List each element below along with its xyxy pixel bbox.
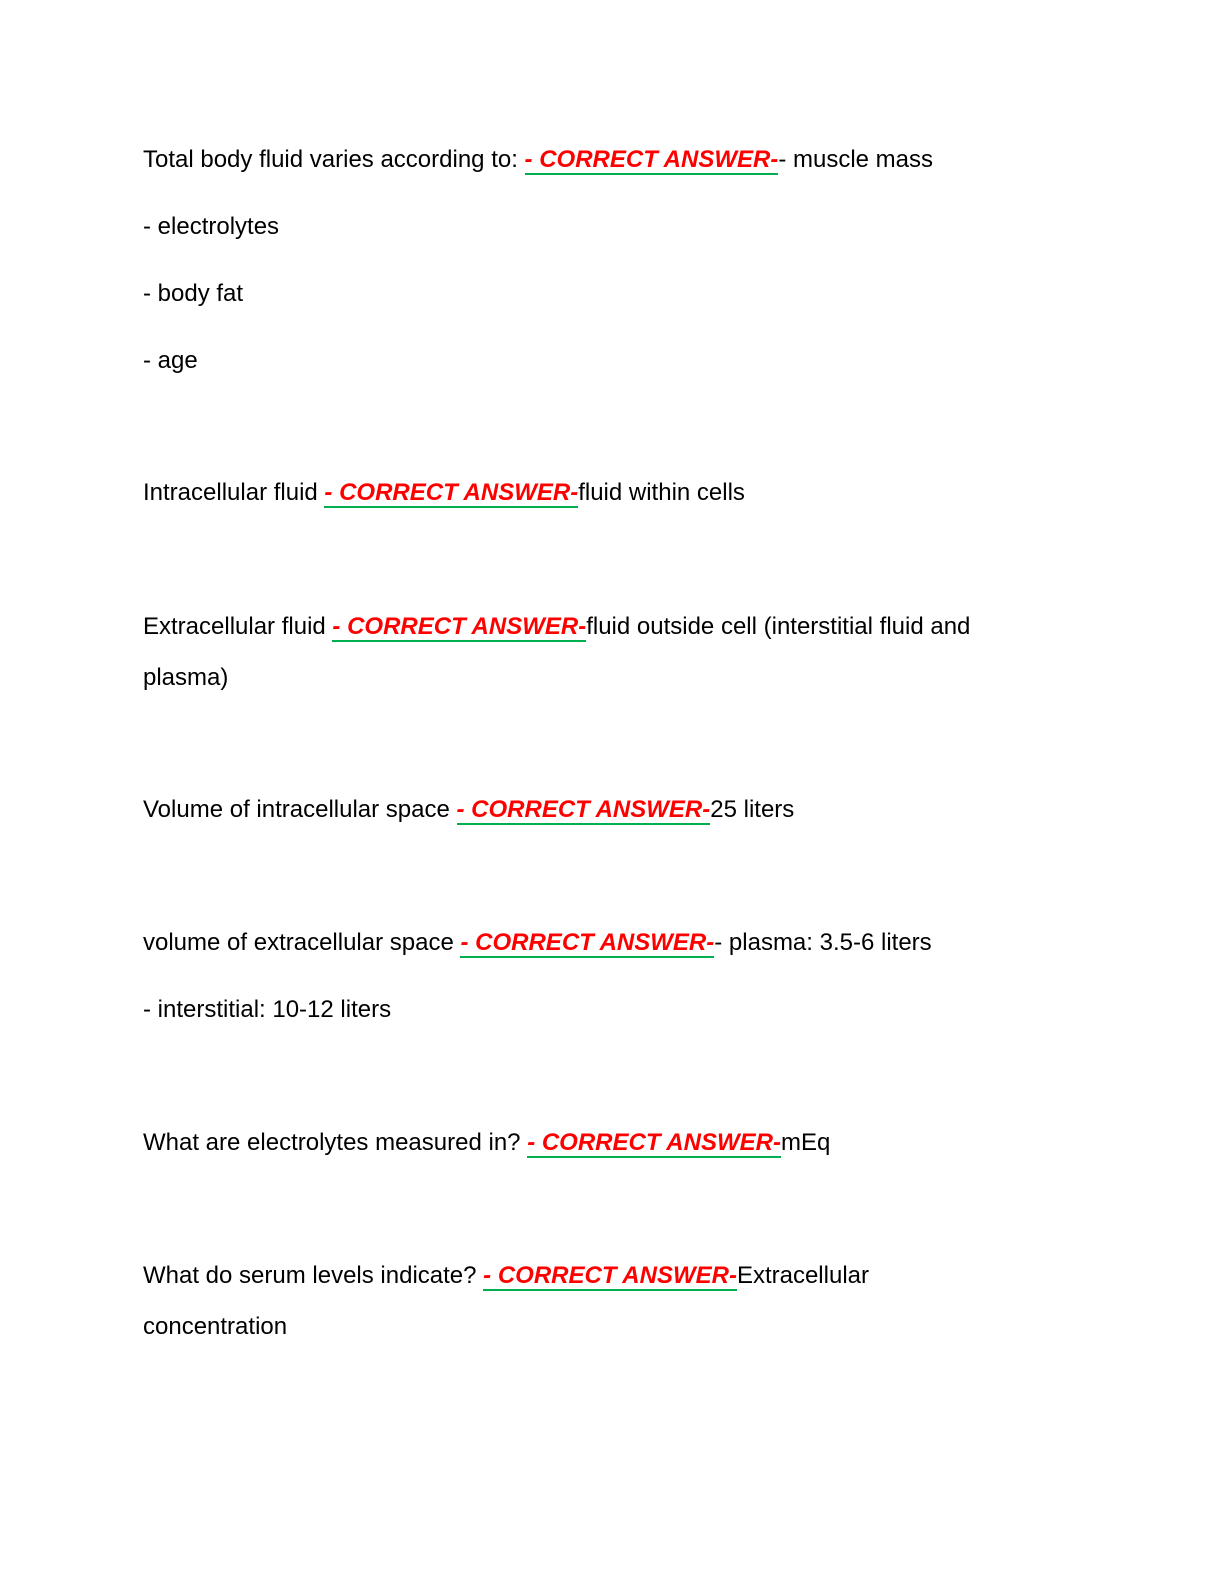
card-6-question-line	[143, 1128, 1083, 1158]
card-1-question-line	[143, 145, 1083, 175]
card-7-answer-line: concentration	[143, 1313, 288, 1340]
answer-text: 25 liters	[710, 796, 795, 823]
card-5-question-line	[143, 928, 1083, 958]
question-text: What are electrolytes measured in?	[143, 1129, 528, 1156]
correct-answer-tag: - CORRECT ANSWER-	[460, 929, 715, 956]
question-text: Total body fluid varies according to:	[143, 146, 525, 173]
card-4-question-line	[143, 795, 1083, 825]
card-3-question-line	[143, 612, 1083, 642]
correct-answer-tag: - CORRECT ANSWER-	[456, 796, 711, 823]
correct-answer-tag: - CORRECT ANSWER-	[332, 613, 587, 640]
answer-text: - plasma: 3.5-6 liters	[714, 929, 932, 956]
correct-answer-tag: - CORRECT ANSWER-	[524, 146, 779, 173]
card-5-answer-line: - interstitial: 10-12 liters	[143, 996, 392, 1023]
question-text: volume of extracellular space	[143, 929, 461, 956]
correct-answer-tag: - CORRECT ANSWER-	[483, 1262, 737, 1289]
question-text: Intracellular fluid	[143, 479, 325, 506]
question-text: What do serum levels indicate?	[143, 1262, 484, 1289]
card-7-question-line	[143, 1261, 1083, 1291]
card-1-answer-line: - body fat	[143, 280, 244, 307]
answer-text: mEq	[780, 1129, 831, 1156]
card-3-answer-line: plasma)	[143, 664, 229, 691]
answer-text: fluid outside cell (interstitial fluid and	[586, 613, 971, 640]
answer-text: - muscle mass	[778, 146, 933, 173]
card-2-question-line	[143, 478, 1083, 508]
card-1-answer-line: - electrolytes	[143, 213, 280, 240]
answer-text: fluid within cells	[578, 479, 745, 506]
answer-text: Extracellular	[736, 1262, 869, 1289]
question-text: Extracellular fluid	[143, 613, 333, 640]
question-text: Volume of intracellular space	[143, 796, 457, 823]
correct-answer-tag: - CORRECT ANSWER-	[527, 1129, 781, 1156]
correct-answer-tag: - CORRECT ANSWER-	[324, 479, 579, 506]
card-1-answer-line: - age	[143, 347, 198, 374]
